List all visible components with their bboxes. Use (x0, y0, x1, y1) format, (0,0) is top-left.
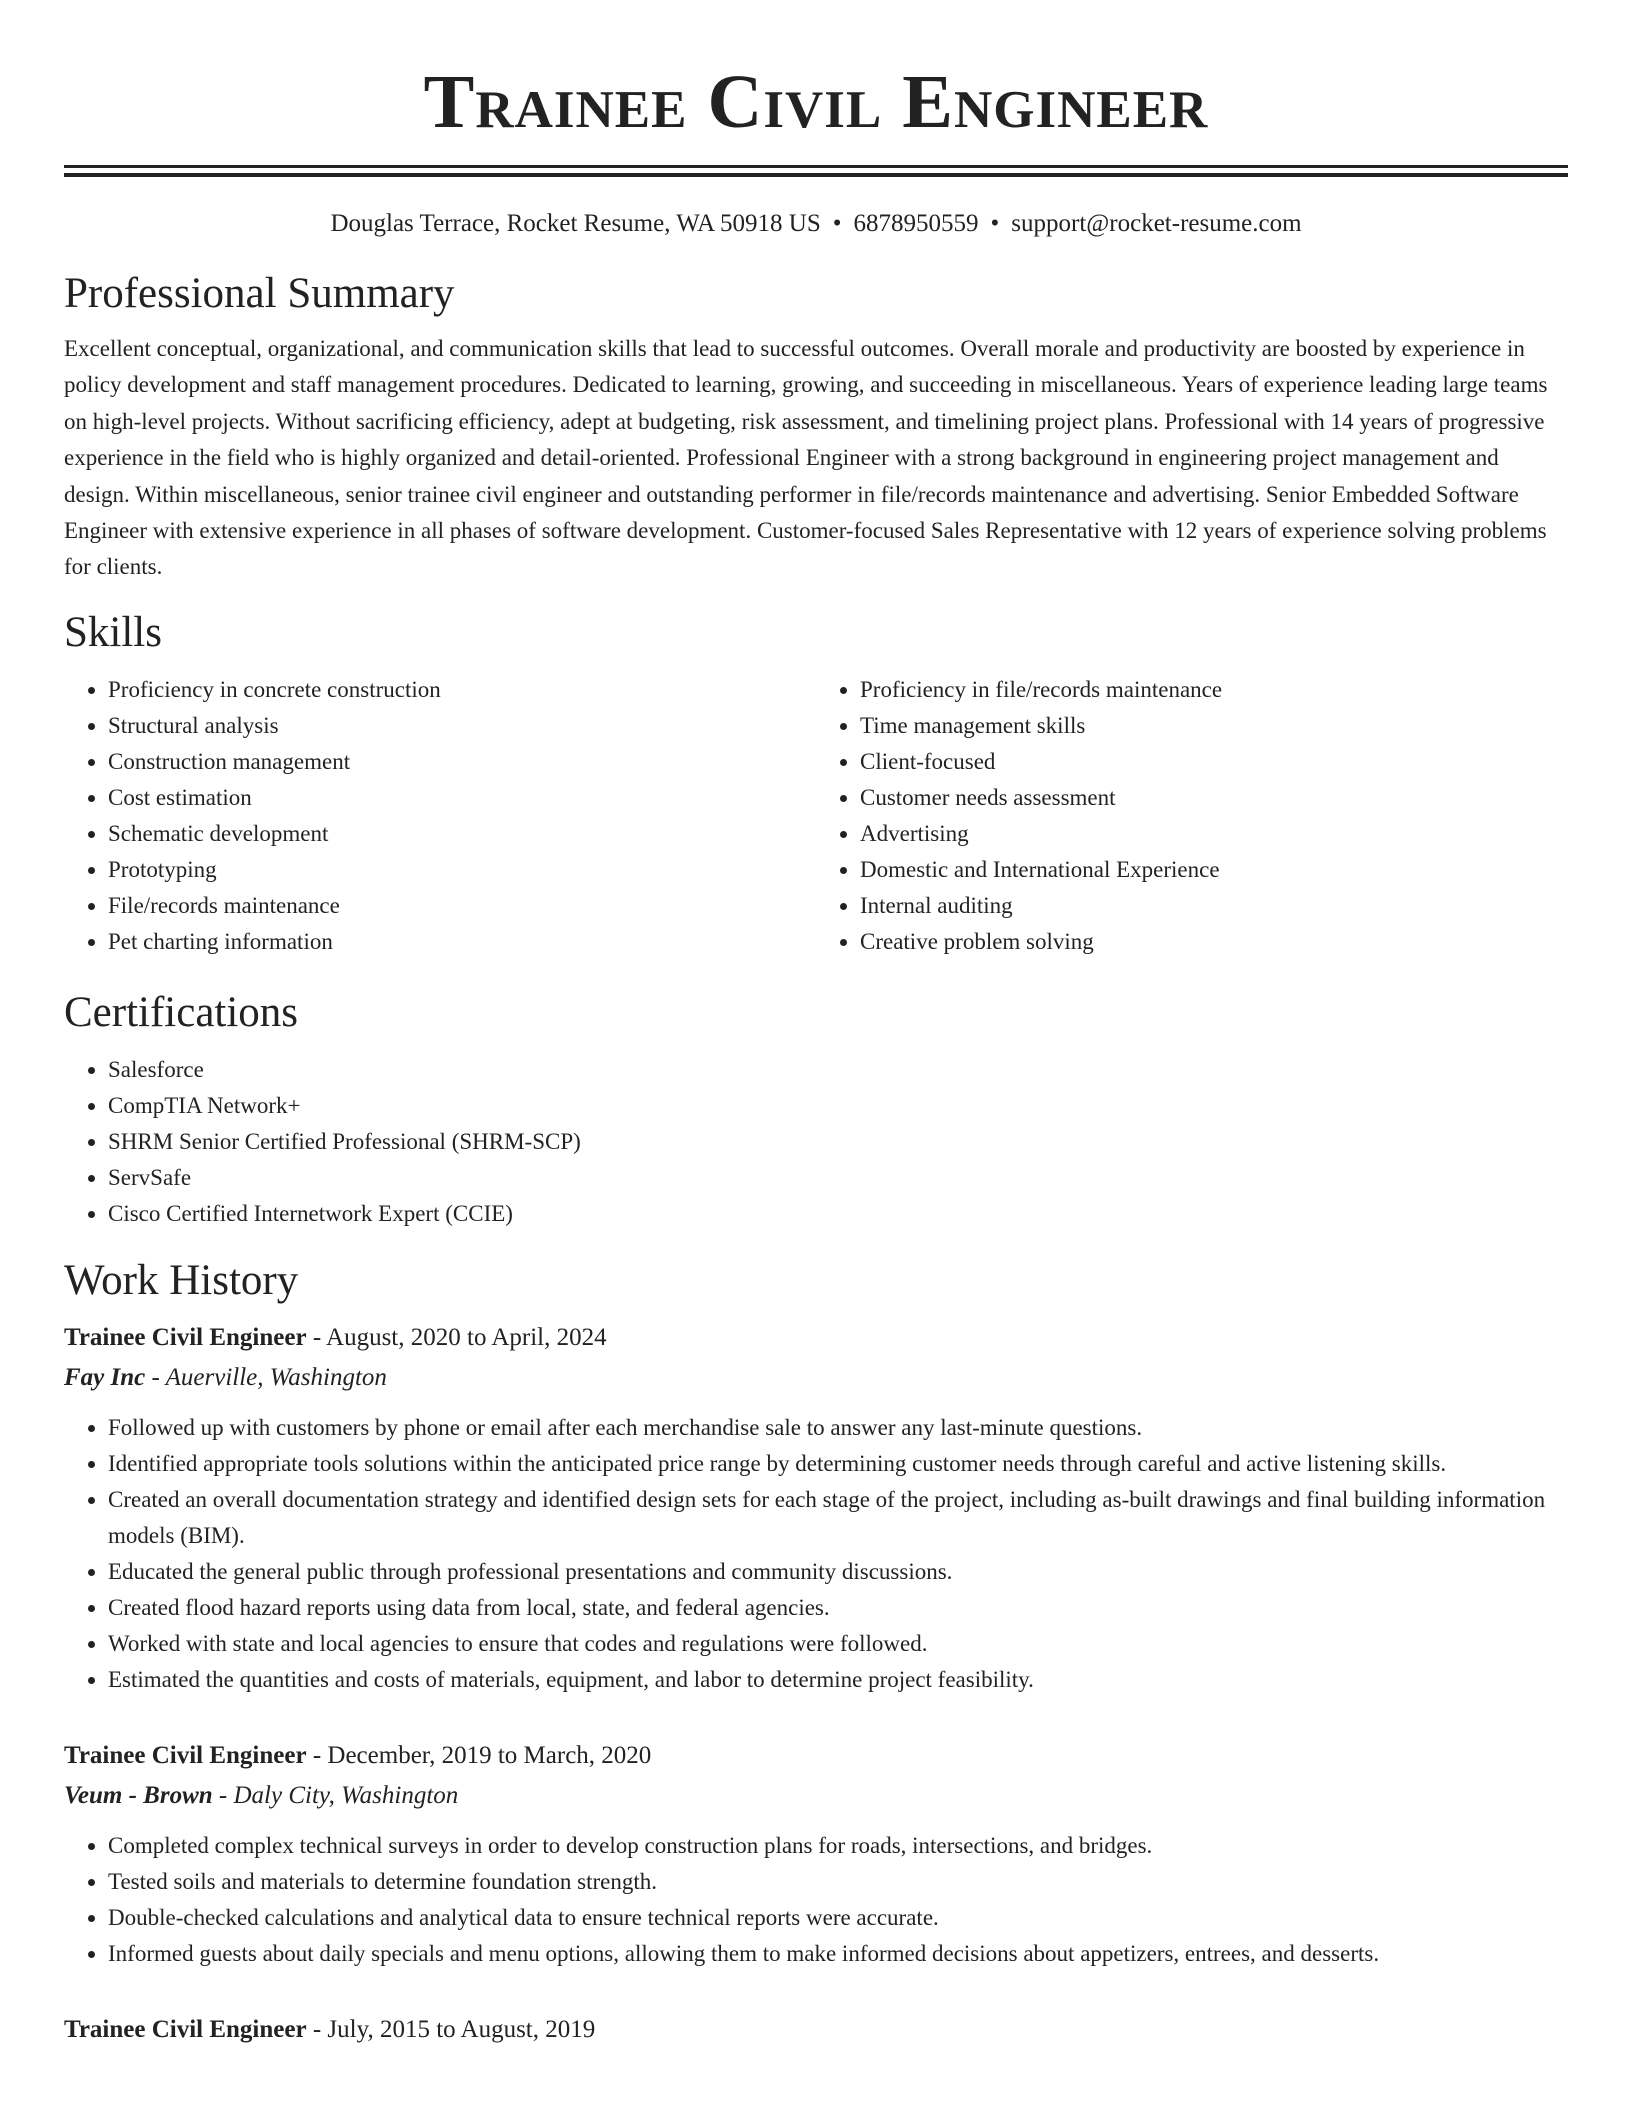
work-history-heading: Work History (64, 1256, 299, 1304)
skill-item: • Construction management (108, 744, 816, 780)
resume-title: Trainee Civil Engineer (423, 60, 1209, 144)
job-bullet: • Created an overall documentation strategy and identified design sets for each stage of the project, including as-built drawings and final building information models (BIM). (108, 1482, 1568, 1554)
certification-item: • CompTIA Network+ (108, 1088, 1568, 1124)
contact-email[interactable]: support@rocket-resume.com (1011, 210, 1302, 237)
skills-section (64, 608, 1568, 960)
skill-item: • Internal auditing (860, 888, 1568, 924)
job-bullet: • Completed complex technical surveys in order to develop construction plans for roads, intersections, and bridges. (108, 1828, 1568, 1864)
job-header (64, 1318, 1568, 1358)
certification-item: • ServSafe (108, 1160, 1568, 1196)
job-dates: - December, 2019 to March, 2020 (306, 1741, 652, 1769)
contact-phone: 6878950559 (853, 210, 979, 237)
skill-item: • Domestic and International Experience (860, 852, 1568, 888)
skill-item: • Schematic development (108, 816, 816, 852)
skill-item: • Cost estimation (108, 780, 816, 816)
skill-item: • File/records maintenance (108, 888, 816, 924)
summary-heading: Professional Summary (64, 270, 455, 317)
job-entry (64, 2010, 1568, 2050)
job-bullet: • Identified appropriate tools solutions within the anticipated price range by determining customer needs through careful and active listening skills. (108, 1446, 1568, 1482)
certification-item: • Salesforce (108, 1052, 1568, 1088)
job-bullets (64, 1828, 1568, 1972)
skill-item: • Client-focused (860, 744, 1568, 780)
skill-item: • Proficiency in file/records maintenance (860, 672, 1568, 708)
job-dates: - August, 2020 to April, 2024 (306, 1323, 607, 1351)
job-header (64, 2010, 1568, 2050)
skills-heading: Skills (64, 608, 162, 656)
skills-list-right (816, 672, 1568, 960)
job-title: Trainee Civil Engineer (64, 1741, 307, 1769)
certification-item: • SHRM Senior Certified Professional (SHRM-SCP) (108, 1124, 1568, 1160)
job-bullet: • Estimated the quantities and costs of materials, equipment, and labor to determine project feasibility. (108, 1662, 1568, 1698)
job-header (64, 1736, 1568, 1776)
job-bullet: • Double-checked calculations and analytical data to ensure technical reports were accurate. (108, 1900, 1568, 1936)
skill-item: • Structural analysis (108, 708, 816, 744)
skill-item: • Customer needs assessment (860, 780, 1568, 816)
work-history-section (64, 1256, 1568, 2050)
skill-item: • Time management skills (860, 708, 1568, 744)
contact-separator: • (990, 210, 1000, 237)
job-location: - Daly City, Washington (212, 1781, 459, 1809)
job-entry (64, 1318, 1568, 1698)
job-company: Veum - Brown (64, 1781, 213, 1809)
job-company-line (64, 1358, 1568, 1398)
job-title: Trainee Civil Engineer (64, 1323, 307, 1351)
certifications-heading: Certifications (64, 988, 299, 1036)
certification-item: • Cisco Certified Internetwork Expert (CCIE) (108, 1196, 1568, 1232)
certifications-section (64, 988, 1568, 1232)
contact-line (64, 207, 1568, 241)
job-dates: - July, 2015 to August, 2019 (306, 2015, 596, 2043)
job-title: Trainee Civil Engineer (64, 2015, 307, 2043)
summary-section (64, 269, 1568, 586)
contact-address: Douglas Terrace, Rocket Resume, WA 50918 US (330, 210, 821, 237)
job-bullet: • Worked with state and local agencies to ensure that codes and regulations were followed. (108, 1626, 1568, 1662)
title-divider (64, 165, 1568, 177)
summary-text: Excellent conceptual, organizational, and communication skills that lead to successful outcomes. Overall morale and productivity are boosted by experience in policy development and staff management procedures. Dedicated to learning, growing, and succeeding in miscellaneous. Years of experience leading large teams on high-level projects. Without sacrificing efficiency, adept at budgeting, risk assessment, and timelining project plans. Professional with 14 years of progressive experience in the field who is highly organized and detail-oriented. Professional Engineer with a strong background in engineering project management and design. Within miscellaneous, senior trainee civil engineer and outstanding performer in file/records maintenance and advertising. Senior Embedded Software Engineer with extensive experience in all phases of software development. Customer-focused Sales Representative with 12 years of experience solving problems for clients. (64, 336, 1548, 580)
skill-item: • Prototyping (108, 852, 816, 888)
skill-item: • Advertising (860, 816, 1568, 852)
skills-columns (64, 672, 1568, 960)
job-bullets (64, 1410, 1568, 1698)
job-bullet: • Educated the general public through professional presentations and community discussions. (108, 1554, 1568, 1590)
certifications-list (64, 1052, 1568, 1232)
job-entry (64, 1736, 1568, 1972)
job-bullet: • Informed guests about daily specials and menu options, allowing them to make informed decisions about appetizers, entrees, and desserts. (108, 1936, 1568, 1972)
skill-item: • Creative problem solving (860, 924, 1568, 960)
skills-list-left (64, 672, 816, 960)
job-bullet: • Created flood hazard reports using data from local, state, and federal agencies. (108, 1590, 1568, 1626)
job-bullet: • Followed up with customers by phone or email after each merchandise sale to answer any last-minute questions. (108, 1410, 1568, 1446)
contact-separator: • (832, 210, 842, 237)
job-bullet: • Tested soils and materials to determine foundation strength. (108, 1864, 1568, 1900)
skill-item: • Proficiency in concrete construction (108, 672, 816, 708)
skill-item: • Pet charting information (108, 924, 816, 960)
job-company-line (64, 1776, 1568, 1816)
job-company: Fay Inc (64, 1363, 146, 1391)
job-location: - Auerville, Washington (145, 1363, 387, 1391)
